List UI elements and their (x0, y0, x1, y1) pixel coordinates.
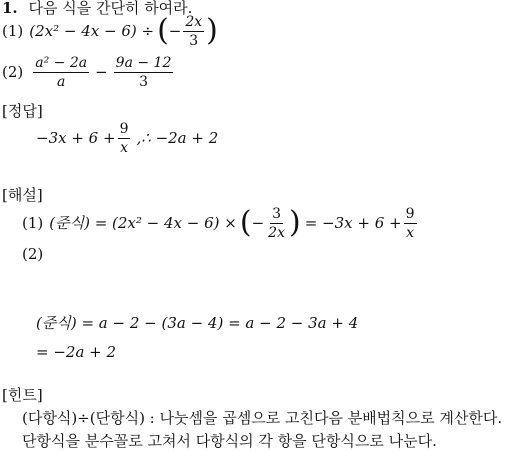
answer-part-2: ,∴ −2a + 2 (136, 128, 219, 147)
solution-1-lhs: (준식) = (2x² − 4x − 6) × (49, 213, 237, 232)
solution-2-label: (2) (22, 245, 44, 263)
problem-part-1 (2, 14, 218, 48)
answer-fraction (118, 122, 131, 155)
solution-2-line-2: = −2a + 2 (36, 343, 117, 361)
problem-1-minus: − (168, 21, 182, 40)
problem-2-fraction-1 (33, 56, 89, 89)
solution-1-frac-num: 3 (272, 205, 282, 222)
problem-1-lhs: (2x² − 4x − 6) ÷ (29, 21, 155, 40)
problem-2-label: (2) (2, 62, 24, 81)
solution-1-frac2-num: 9 (405, 205, 415, 222)
answer-frac-num: 9 (119, 120, 129, 137)
problem-1-close-paren: ) (206, 13, 218, 48)
problem-statement: 다음 식을 간단히 하여라. (28, 0, 193, 17)
problem-2-frac2-den: 3 (139, 73, 148, 90)
hint-line-2: 단항식을 분수꼴로 고쳐서 다항식의 각 항을 단항식으로 나눈다. (22, 432, 437, 450)
solution-1-rhs: = −3x + 6 + (304, 213, 402, 232)
solution-heading: [해설] (2, 186, 43, 204)
problem-1-label: (1) (2, 21, 24, 40)
problem-2-frac1-den: a (56, 73, 66, 90)
problem-2-frac2-num: 9a − 12 (115, 54, 172, 71)
solution-1-fraction-2 (404, 207, 417, 240)
solution-2-line-1: (준식) = a − 2 − (3a − 4) = a − 2 − 3a + 4 (36, 314, 359, 332)
hint-heading: [힌트] (2, 386, 43, 404)
problem-2-fraction-2 (114, 56, 174, 89)
problem-1-frac-num: 2x (185, 13, 203, 30)
answer-heading: [정답] (2, 102, 43, 120)
problem-1-fraction (183, 15, 204, 48)
answer-frac-den: x (120, 139, 128, 156)
problem-part-2 (2, 53, 175, 91)
solution-1-minus: − (251, 213, 265, 232)
answer-part-1: −3x + 6 + (36, 128, 116, 147)
solution-1-frac2-den: x (406, 224, 414, 241)
answer-line (36, 120, 218, 156)
problem-2-operator: − (95, 62, 108, 81)
hint-line-1: (다항식)÷(단항식) : 나눗셈을 곱셈으로 고친다음 분배법칙으로 계산한다. (22, 409, 503, 427)
solution-1-label: (1) (22, 213, 44, 232)
solution-1-close-paren: ) (288, 205, 301, 240)
solution-1-frac-den: 2x (268, 224, 285, 241)
solution-1-fraction (266, 207, 287, 240)
problem-2-frac1-num: a² − 2a (35, 54, 88, 71)
problem-number: 1. (2, 0, 18, 17)
problem-1-open-paren: ( (157, 13, 169, 48)
solution-line-1 (22, 203, 419, 243)
problem-1-frac-den: 3 (189, 32, 199, 49)
solution-1-open-paren: ( (239, 205, 252, 240)
